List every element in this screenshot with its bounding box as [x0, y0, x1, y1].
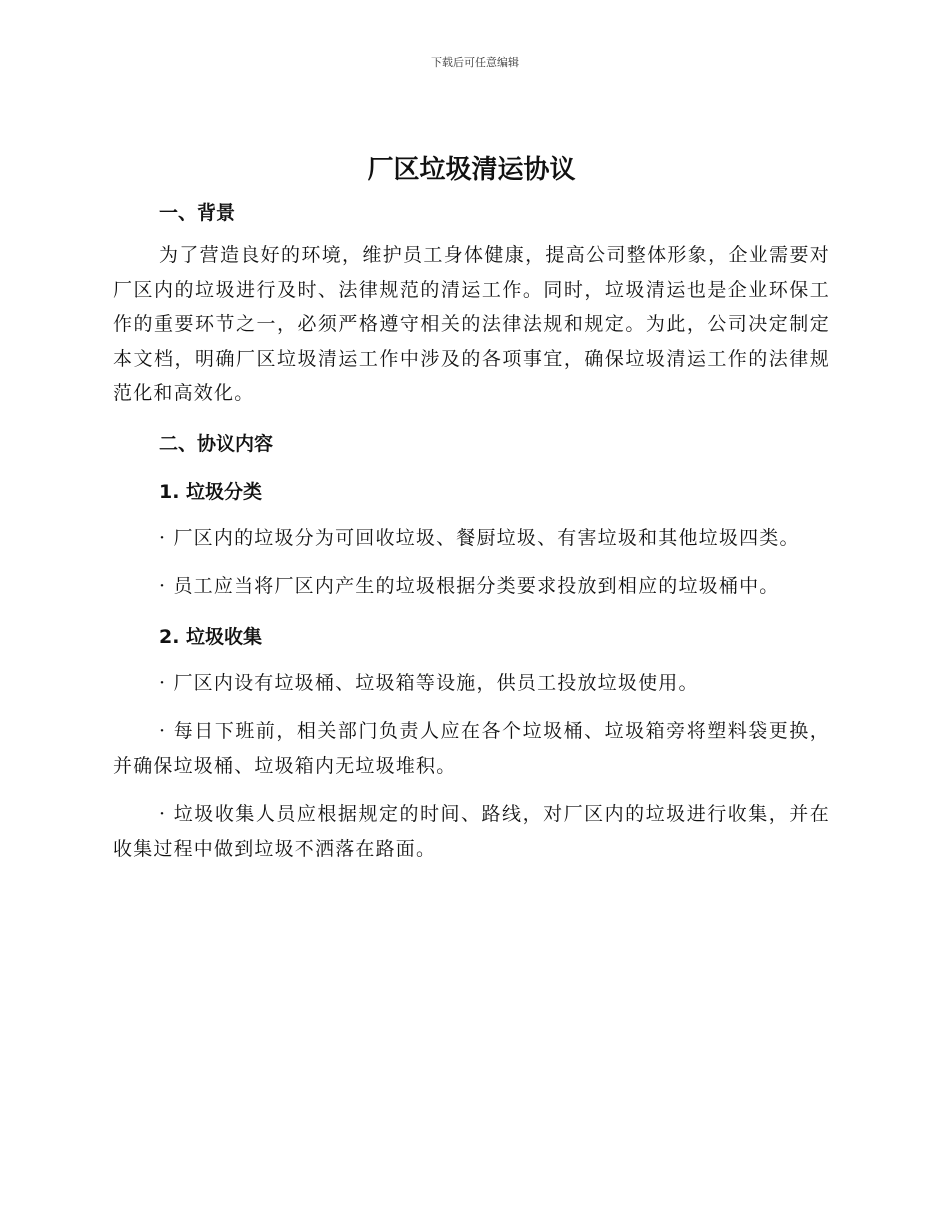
header-note: 下载后可任意编辑: [431, 56, 519, 69]
document-body: [113, 150, 830, 866]
section-heading-background: 一、背景: [159, 202, 236, 224]
list-item: · 垃圾收集人员应根据规定的时间、路线，对厂区内的垃圾进行收集，并在收集过程中做到垃圾不洒落在路面。: [113, 803, 830, 860]
subsection-heading-waste-sorting: 1. 垃圾分类: [159, 480, 263, 503]
subsection-heading-waste-collection: 2. 垃圾收集: [159, 625, 263, 648]
list-item: · 厂区内设有垃圾桶、垃圾箱等设施，供员工投放垃圾使用。: [159, 671, 699, 694]
list-item: · 员工应当将厂区内产生的垃圾根据分类要求投放到相应的垃圾桶中。: [159, 575, 780, 597]
section-heading-agreement-content: 二、协议内容: [159, 432, 274, 455]
document-title: 厂区垃圾清运协议: [367, 155, 576, 185]
list-item: · 厂区内的垃圾分为可回收垃圾、餐厨垃圾、有害垃圾和其他垃圾四类。: [159, 526, 800, 549]
list-item: · 每日下班前，相关部门负责人应在各个垃圾桶、垃圾箱旁将塑料袋更换，并确保垃圾桶、垃圾箱内无垃圾堆积。: [113, 720, 830, 777]
background-paragraph: 为了营造良好的环境，维护员工身体健康，提高公司整体形象，企业需要对厂区内的垃圾进行及时、法律规范的清运工作。同时，垃圾清运也是企业环保工作的重要环节之一，必须严格遵守相关的法律法规和规定。为此，公司决定制定本文档，明确厂区垃圾清运工作中涉及的各项事宜，确保垃圾清运工作的法律规范化和高效化。: [113, 244, 830, 404]
